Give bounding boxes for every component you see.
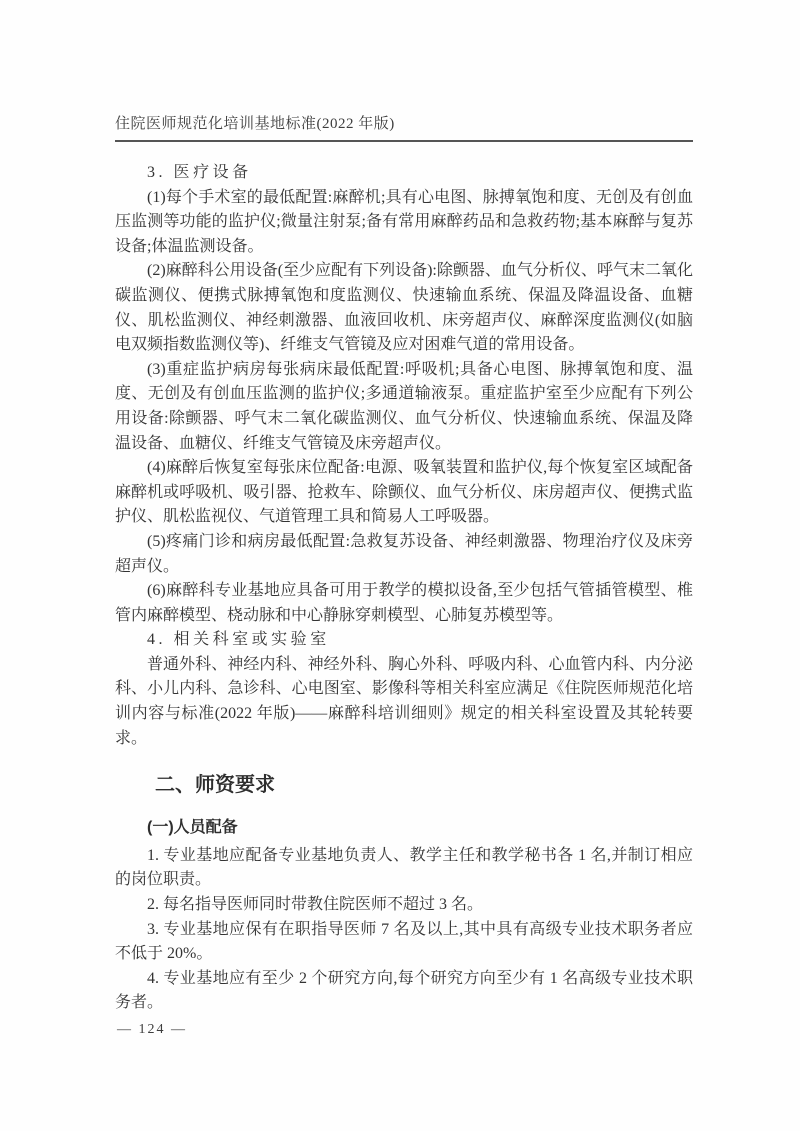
equipment-item-2: (2)麻醉科公用设备(至少应配有下列设备):除颤器、血气分析仪、呼气末二氧化碳监测仪、便携式脉搏氧饱和度监测仪、快速输血系统、保温及降温设备、血糖仪、肌松监测仪、神经刺激器、血液回收机、床旁超声仪、麻醉深度监测仪(如脑电双频指数监测仪等)、纤维支气管镜及应对困难气道的常用设备。 — [115, 262, 693, 354]
equipment-item-4: (4)麻醉后恢复室每张床位配备:电源、吸氧装置和监护仪,每个恢复室区域配备麻醉机或呼吸机、吸引器、抢救车、除颤仪、血气分析仪、床房超声仪、便携式监护仪、肌松监视仪、气道管理工具和简易人工呼吸器。 — [115, 459, 693, 526]
departments-paragraph: 普通外科、神经内科、神经外科、胸心外科、呼吸内科、心血管内科、内分泌科、小儿内科、急诊科、心电图室、影像科等相关科室应满足《住院医师规范化培训内容与标准(2022 年版)——麻醉科培训细则》规定的相关科室设置及其轮转要求。 — [115, 655, 693, 747]
equipment-section-heading: 3. 医疗设备 — [147, 164, 252, 181]
equipment-item-5: (5)疼痛门诊和病房最低配置:急救复苏设备、神经刺激器、物理治疗仪及床旁超声仪。 — [115, 532, 693, 575]
staffing-item-1: 1. 专业基地应配备专业基地负责人、教学主任和教学秘书各 1 名,并制订相应的岗位职责。 — [115, 846, 693, 889]
staffing-sub-heading: (一)人员配备 — [147, 819, 238, 837]
page-body — [115, 161, 693, 1016]
staffing-item-2: 2. 每名指导医师同时带教住院医师不超过 3 名。 — [147, 896, 484, 914]
running-header-title: 住院医师规范化培训基地标准(2022 年版) — [115, 112, 693, 142]
staffing-item-3: 3. 专业基地应保有在职指导医师 7 名及以上,其中具有高级专业技术职务者应不低于 20%。 — [115, 920, 693, 963]
departments-section-heading: 4. 相关科室或实验室 — [147, 631, 330, 649]
faculty-requirements-heading: 二、师资要求 — [155, 774, 275, 797]
staffing-item-4: 4. 专业基地应有至少 2 个研究方向,每个研究方向至少有 1 名高级专业技术职务者。 — [115, 969, 693, 1012]
equipment-item-3: (3)重症监护病房每张病床最低配置:呼吸机;具备心电图、脉搏氧饱和度、温度、无创及有创血压监测的监护仪;多通道输液泵。重症监护室至少应配有下列公用设备:除颤器、呼气末二氧化碳监测仪、血气分析仪、快速输血系统、保温及降温设备、血糖仪、纤维支气管镜及床旁超声仪。 — [115, 360, 693, 452]
page-number: — 124 — — [117, 1022, 187, 1037]
equipment-item-1: (1)每个手术室的最低配置:麻醉机;具有心电图、脉搏氧饱和度、无创及有创血压监测等功能的监护仪;微量注射泵;备有常用麻醉药品和急救药物;基本麻醉与复苏设备;体温监测设备。 — [115, 188, 693, 255]
equipment-item-6: (6)麻醉科专业基地应具备可用于教学的模拟设备,至少包括气管插管模型、椎管内麻醉模型、桡动脉和中心静脉穿刺模型、心肺复苏模型等。 — [115, 582, 693, 624]
